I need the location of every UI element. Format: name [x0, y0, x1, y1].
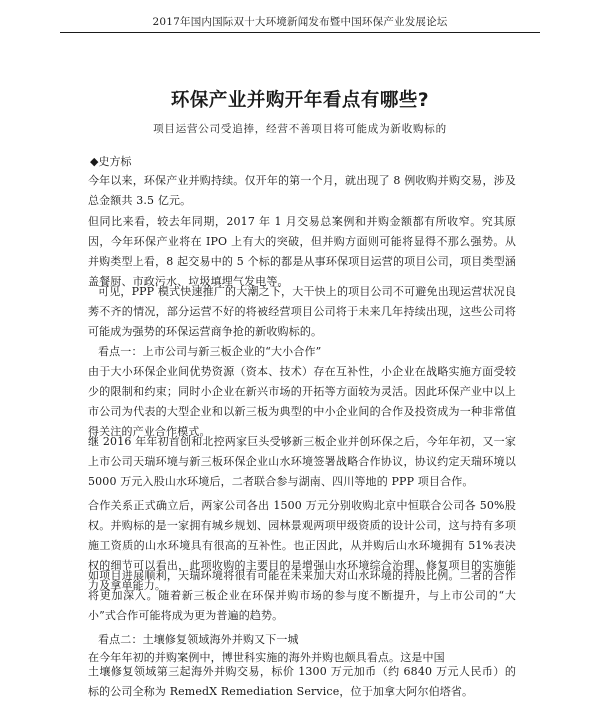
paragraph-3	[88, 282, 516, 342]
paragraph-9	[88, 662, 516, 702]
paragraph-text: 今年以来，环保产业并购持续。仅开年的第一个月，就出现了 8 例收购并购交易，涉及总金额共 3.5 亿元。	[88, 174, 516, 207]
paragraph-text: 可见，PPP 模式快速推广的大潮之下，大干快上的项目公司不可避免出现运营状况良莠不齐的情况，部分运营不好的将被经营项目公司将于未来几年持续出现，这些公司将可能成为强势的环保运营商争抢的新收购标的。	[88, 285, 516, 338]
header-rule	[60, 32, 540, 33]
paragraph-2	[88, 212, 516, 292]
paragraph-5	[88, 432, 516, 492]
paragraph-text: 由于大小环保企业间优势资源（资本、技术）存在互补性，小企业在战略实施方面受较少的限制和约束；同时小企业在新兴市场的开拓等方面较为灵活。因此环保产业中以上市公司为代表的大型企业和以新三板为典型的中小企业间的合作及投资成为一种非常值得关注的产业合作模式。	[88, 365, 516, 438]
paragraph-text: 但同比来看，较去年同期，2017 年 1 月交易总案例和并购金额都有所收窄。究其原因，今年环保产业将在 IPO 上有大的突破，但并购方面则可能将显得不那么强势。从并购类型上看，8 起交易中的 5 个标的都是从事环保项目运营的项目公司，项目类型涵盖餐厨、市政污水、垃圾填埋气发电等。	[88, 215, 516, 288]
heading-text: 看点一：上市公司与新三板企业的“大小合作”	[98, 345, 322, 358]
heading-text: 看点二：土壤修复领域海外并购又下一城	[98, 633, 299, 646]
article-title: 环保产业并购开年看点有哪些?	[170, 90, 430, 111]
section-heading-1	[88, 342, 516, 362]
paragraph-text: 如项目进展顺利，天瑞环境将很有可能在未来加大对山水环境的持股比例。二者的合作将更加深入。随着新三板企业在环保并购市场的参与度不断提升，与上市公司的“大小”式合作可能将成为更为普遍的趋势。	[88, 569, 516, 622]
paragraph-text: 合作关系正式确立后，两家公司各出 1500 万元分别收购北京中恒联合公司各 50%股权。并购标的是一家拥有城乡规划、园林景观两项甲级资质的设计公司，这与持有多项施工资质的山水环境具有很高的互补性。也正因此，从并购后山水环境拥有 51%表决权的细节可以看出，此项收购的主要目的是增强山水环境综合治理、修复项目的实施能力及拿单能力。	[88, 499, 516, 592]
article-subtitle: 项目运营公司受追捧，经营不善项目将可能成为新收购标的	[153, 123, 447, 135]
paragraph-text: 在今年年初的并购案例中，博世科实施的海外并购也颇具看点。这是中国	[88, 651, 445, 664]
section-heading-2	[88, 630, 516, 650]
paragraph-4	[88, 362, 516, 442]
paragraph-1	[88, 171, 516, 211]
paragraph-text: 土壤修复领域第三起海外并购交易，标价 1300 万元加币（约 6840 万元人民币）的标的公司全称为 RemedX Remediation Service，位于加拿大阿尔伯塔省。	[88, 665, 516, 698]
paragraph-7	[88, 566, 516, 626]
article-author: ◆史方标	[90, 155, 132, 168]
paragraph-text: 继 2016 年年初首创和北控两家巨头受够新三板企业并创环保之后，今年年初，又一家上市公司天瑞环境与新三板环保企业山水环境签署战略合作协议，协议约定天瑞环境以 5000 万元入股山水环境后，二者联合参与湖南、四川等地的 PPP 项目合作。	[88, 435, 516, 488]
running-header: 2017年国内国际双十大环境新闻发布暨中国环保产业发展论坛	[152, 16, 448, 28]
